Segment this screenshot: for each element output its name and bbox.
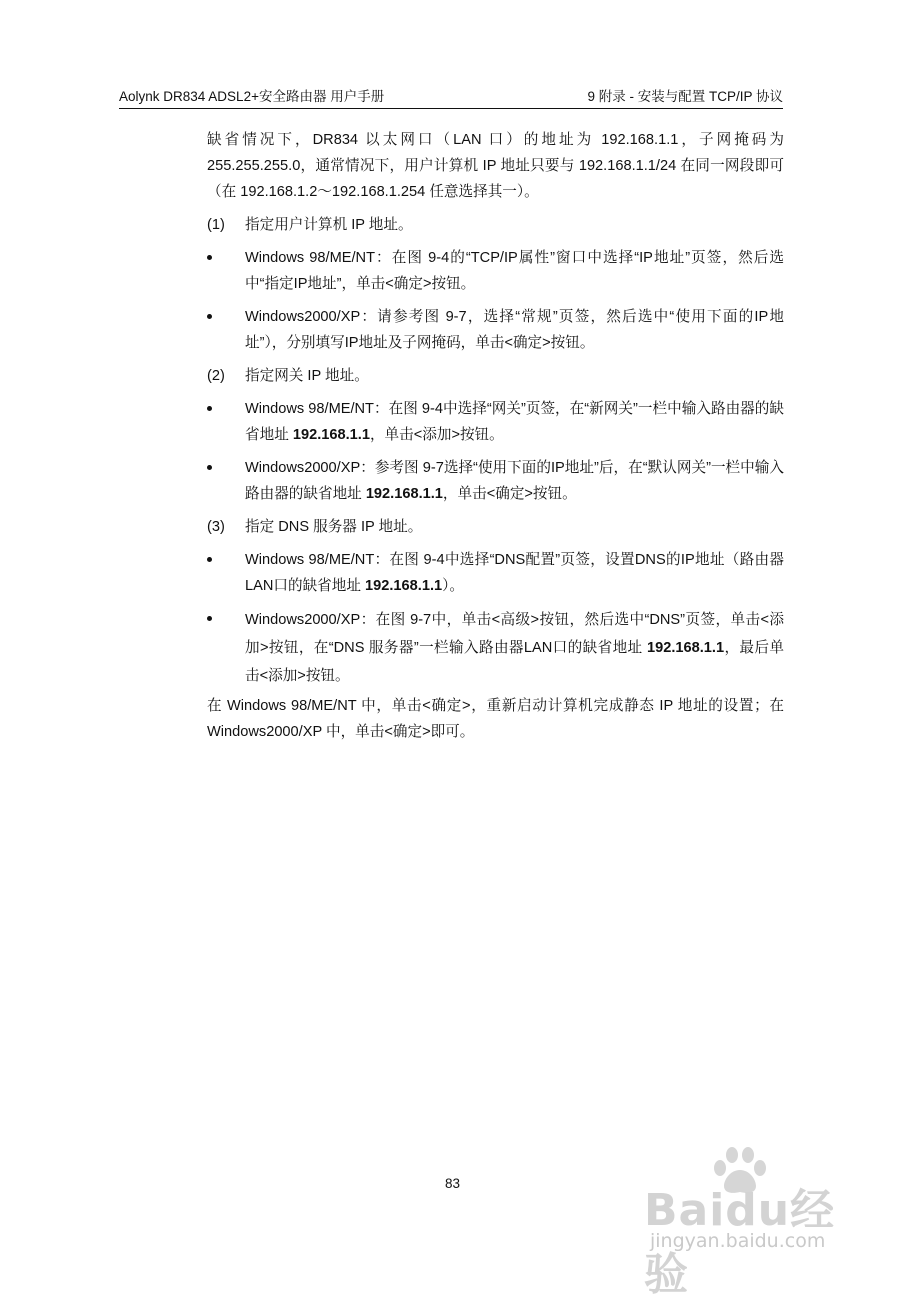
list-item-text: ，单击<添加>按钮。 (369, 427, 504, 443)
step-text: 指定 DNS 服务器 IP 地址。 (245, 519, 423, 535)
header-chapter-title: 9 附录 - 安装与配置 TCP/IP 协议 (587, 89, 783, 104)
step-number: (2) (207, 368, 225, 384)
list-item-text: Windows2000/XP：参考图 9-7选择“使用下面的IP地址”后，在“默认网关”一栏中输入路由器的缺省地址 (245, 460, 784, 502)
list-item (207, 606, 784, 690)
list-item-text: ，单击<确定>按钮。 (442, 486, 577, 502)
step-text: 指定网关 IP 地址。 (245, 368, 369, 384)
step-1 (207, 212, 784, 238)
step-text: 指定用户计算机 IP 地址。 (245, 217, 413, 233)
bullet-icon (207, 557, 212, 562)
step-number: (1) (207, 217, 225, 233)
list-item-text: Windows 98/ME/NT：在图 9-4中选择“网关”页签，在“新网关”一栏中输入路由器的缺省地址 (245, 401, 784, 443)
intro-paragraph: 缺省情况下，DR834 以太网口（LAN 口）的地址为 192.168.1.1，子网掩码为 255.255.255.0，通常情况下，用户计算机 IP 地址只要与 192.168.1.1/24 在同一网段即可（在 192.168.1.2～192.168.1.254 任意选择其一）。 (207, 132, 784, 200)
list-item-text: ，最后单击<添加>按钮。 (245, 640, 784, 684)
page-header (119, 87, 783, 107)
default-address: 192.168.1.1 (365, 578, 443, 594)
step-2 (207, 363, 784, 389)
header-manual-title: Aolynk DR834 ADSL2+安全路由器 用户手册 (119, 89, 385, 104)
default-address: 192.168.1.1 (646, 640, 725, 656)
page-body (207, 127, 784, 745)
bullet-icon (207, 616, 212, 621)
bullet-icon (207, 406, 212, 411)
list-item (207, 245, 784, 297)
list-item-text: Windows 98/ME/NT：在图 9-4中选择“DNS配置”页签，设置DNS的IP地址（路由器LAN口的缺省地址 (245, 552, 784, 594)
header-divider (119, 108, 783, 109)
list-item-text: Windows2000/XP：在图 9-7中，单击<高级>按钮，然后选中“DNS”页签，单击<添加>按钮，在“DNS 服务器”一栏输入路由器LAN口的缺省地址 (245, 612, 784, 656)
watermark-brand: Baidu经验 (644, 1185, 836, 1300)
list-item-text: ）。 (442, 578, 465, 594)
step-3 (207, 514, 784, 540)
default-address: 192.168.1.1 (365, 486, 443, 502)
list-item (207, 304, 784, 356)
closing-paragraph: 在 Windows 98/ME/NT 中，单击<确定>，重新启动计算机完成静态 IP 地址的设置；在 Windows2000/XP 中，单击<确定>即可。 (207, 698, 784, 740)
bullet-icon (207, 255, 212, 260)
bullet-icon (207, 314, 212, 319)
bullet-icon (207, 465, 212, 470)
default-address: 192.168.1.1 (292, 427, 370, 443)
baidu-watermark (644, 1146, 849, 1300)
list-item (207, 455, 784, 507)
list-item-text: Windows2000/XP：请参考图 9-7，选择“常规”页签，然后选中“使用下面的IP地址”），分别填写IP地址及子网掩码，单击<确定>按钮。 (245, 309, 784, 351)
list-item-text: Windows 98/ME/NT：在图 9-4的“TCP/IP属性”窗口中选择“IP地址”页签，然后选中“指定IP地址”，单击<确定>按钮。 (245, 250, 784, 292)
step-number: (3) (207, 519, 225, 535)
list-item (207, 396, 784, 448)
list-item (207, 547, 784, 599)
page-number: 83 (444, 1176, 461, 1191)
watermark-url: jingyan.baidu.com (650, 1230, 826, 1252)
